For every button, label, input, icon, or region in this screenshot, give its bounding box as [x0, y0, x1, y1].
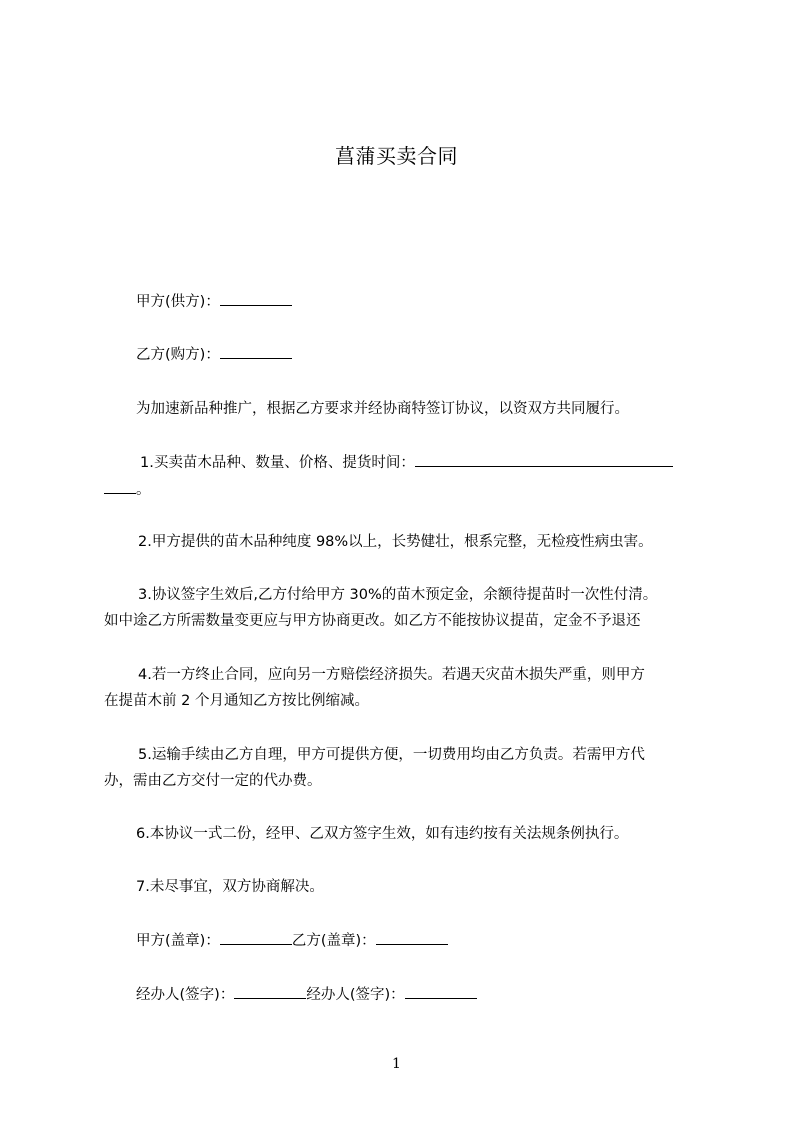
- sign-b-label: 经办人(签字)：: [306, 987, 405, 1003]
- clause-4-line-2: 在提苗木前 2 个月通知乙方按比例缩减。: [104, 693, 369, 709]
- clause-3-line-1: 3.协议签字生效后,乙方付给甲方 30%的苗木预定金，余额待提苗时一次性付清。: [138, 587, 658, 603]
- clause-3-line-2: 如中途乙方所需数量变更应与甲方协商更改。如乙方不能按协议提苗，定金不予退还: [104, 613, 641, 629]
- clause-1-line-1: [104, 453, 736, 473]
- clause-1-end: 。: [136, 482, 151, 498]
- clause-1-line-2: [104, 480, 700, 500]
- seal-line: [104, 931, 732, 951]
- clause-2: 2.甲方提供的苗木品种纯度 98%以上，长势健壮，根系完整，无检疫性病虫害。: [138, 534, 653, 550]
- intro-paragraph: 为加速新品种推广，根据乙方要求并经协商特签订协议，以资双方共同履行。: [136, 401, 629, 417]
- party-b-line: [104, 345, 732, 365]
- clause-1-blank-cont[interactable]: [104, 480, 136, 494]
- clause-1-blank[interactable]: [415, 453, 673, 467]
- clause-4-line-1: 4.若一方终止合同，应向另一方赔偿经济损失。若遇天灾苗木损失严重，则甲方: [138, 667, 645, 683]
- document-title: 菖蒲买卖合同: [335, 144, 458, 168]
- sign-a-blank[interactable]: [234, 985, 306, 999]
- party-a-label: 甲方(供方)：: [136, 294, 220, 310]
- party-a-line: [104, 292, 732, 312]
- seal-b-label: 乙方(盖章)：: [291, 933, 376, 949]
- sign-a-label: 经办人(签字)：: [136, 987, 235, 1003]
- page-number: 1: [392, 1056, 401, 1072]
- party-b-blank[interactable]: [220, 345, 292, 359]
- seal-a-blank[interactable]: [220, 931, 292, 945]
- party-a-blank[interactable]: [220, 292, 292, 306]
- clause-1-label: 1.买卖苗木品种、数量、价格、提货时间：: [140, 455, 415, 471]
- seal-a-label: 甲方(盖章)：: [136, 933, 220, 949]
- party-b-label: 乙方(购方)：: [136, 347, 220, 363]
- clause-5-line-2: 办，需由乙方交付一定的代办费。: [104, 773, 322, 789]
- clause-5-line-1: 5.运输手续由乙方自理，甲方可提供方便，一切费用均由乙方负责。若需甲方代: [138, 747, 645, 763]
- sign-b-blank[interactable]: [405, 985, 477, 999]
- seal-b-blank[interactable]: [376, 931, 448, 945]
- clause-6: 6.本协议一式二份，经甲、乙双方签字生效，如有违约按有关法规条例执行。: [136, 826, 629, 842]
- clause-7: 7.未尽事宜，双方协商解决。: [136, 879, 324, 895]
- signature-line: [104, 985, 732, 1005]
